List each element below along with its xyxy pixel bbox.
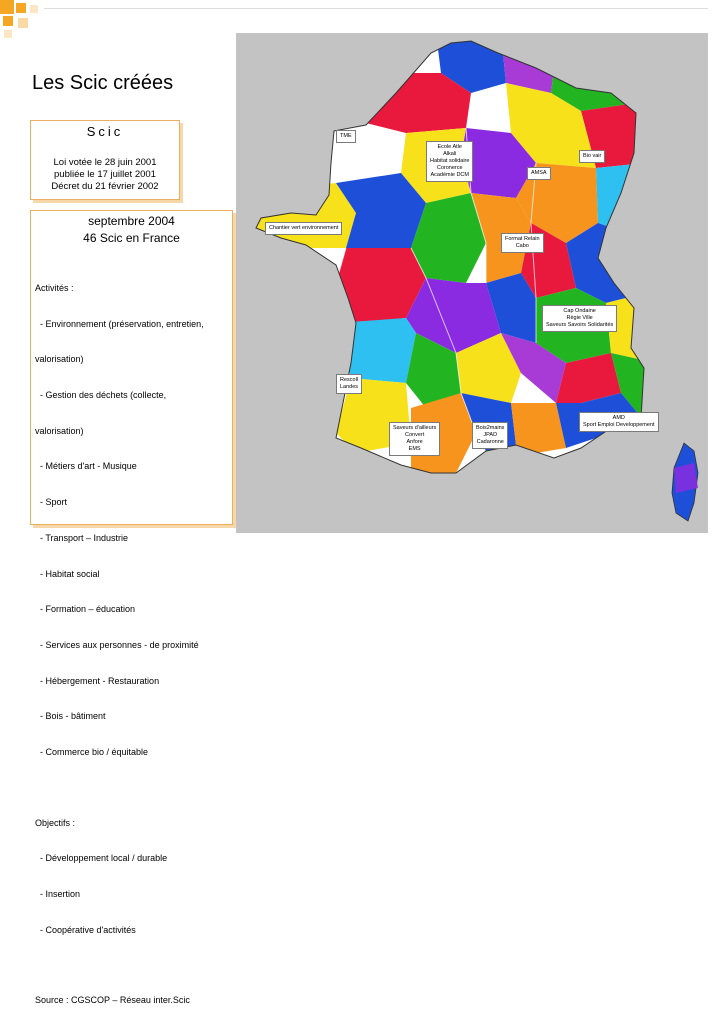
label-line: Cabo	[515, 243, 529, 249]
map-label-amsa	[527, 167, 551, 180]
label-line: Anfore	[406, 439, 423, 445]
label-line: JPAD	[483, 432, 498, 438]
label-line: Convert	[404, 432, 425, 438]
activity-line: valorisation)	[35, 425, 84, 436]
count-date: septembre 2004	[88, 214, 175, 228]
corner-square-faint	[18, 18, 28, 28]
map-label-amd	[579, 412, 659, 432]
france-map	[236, 33, 708, 533]
corner-square-small	[3, 16, 13, 26]
corner-square-large	[0, 0, 14, 14]
label-line: Chantier vert environnement	[269, 225, 339, 231]
label-line: Coronerce	[436, 165, 463, 171]
count-total: 46 Scic en France	[83, 231, 180, 245]
map-label-format-relain	[501, 233, 544, 253]
corner-square-faint	[30, 5, 38, 13]
label-line: TME	[340, 133, 352, 139]
scic-heading: Scic	[86, 124, 124, 139]
label-line: Habitat solidaire	[430, 158, 470, 164]
label-line: Cadaronne	[476, 439, 504, 445]
label-line: Académie DCM	[430, 172, 469, 178]
activity-line: - Transport – Industrie	[35, 532, 129, 543]
activity-line: - Habitat social	[35, 568, 100, 579]
label-line: Sport Emploi Developpement	[583, 422, 655, 428]
activity-line: - Bois - bâtiment	[35, 711, 106, 722]
map-label-bois2mains	[472, 422, 508, 449]
label-line: Rescoll	[340, 377, 359, 383]
law-line: publiée le 17 juillet 2001	[54, 169, 156, 180]
label-line: Landes	[340, 384, 359, 390]
activity-line: - Commerce bio / équitable	[35, 747, 149, 758]
label-line: AMD	[612, 415, 625, 421]
activity-line: - Hébergement - Restauration	[35, 675, 160, 686]
label-line: Ecole Atle	[437, 144, 462, 150]
objective-line: - Insertion	[35, 889, 81, 900]
map-label-saveurs-ailleurs	[389, 422, 440, 456]
label-line: Bois2mains	[476, 425, 505, 431]
corner-square-small	[16, 3, 26, 13]
label-line: Saveurs Savoirs Solidarités	[546, 322, 614, 328]
law-line: Décret du 21 février 2002	[51, 181, 159, 192]
label-line: Cap Ondaine	[563, 308, 596, 314]
label-line: EMS	[408, 446, 421, 452]
activity-line: - Sport	[35, 497, 68, 508]
page-title: Les Scic créées	[32, 72, 174, 94]
scic-law-text	[31, 157, 179, 193]
activity-line: - Environnement (préservation, entretien,	[35, 318, 204, 329]
corsica-region	[674, 463, 698, 493]
map-label-rescoll	[336, 374, 362, 394]
corner-square-faint	[4, 30, 12, 38]
label-line: Alkali	[443, 151, 457, 157]
objective-line: - Développement local / durable	[35, 853, 168, 864]
activity-line: Activités :	[35, 282, 74, 293]
map-label-chantier-vert	[265, 222, 342, 235]
activity-line: - Services aux personnes - de proximité	[35, 640, 199, 650]
title-rule	[44, 8, 708, 9]
objective-line: Objectifs :	[35, 817, 76, 828]
activity-line: - Gestion des déchets (collecte,	[35, 389, 167, 400]
region	[236, 183, 356, 248]
map-label-tme	[336, 130, 356, 143]
label-line: Format Relain	[505, 236, 540, 242]
law-line: Loi votée le 28 juin 2001	[53, 157, 157, 168]
label-line: Saveurs d'ailleurs	[393, 425, 437, 431]
activities-list	[35, 259, 232, 1031]
map-label-ecole-atle	[426, 141, 473, 182]
activity-line: - Métiers d'art - Musique	[35, 461, 137, 472]
label-line: Règie Ville	[566, 315, 593, 321]
label-line: Bio vair	[583, 153, 602, 159]
scic-box	[30, 120, 180, 200]
france-regions-svg	[236, 33, 708, 533]
source-line: Source : CGSCOP – Réseau inter.Scic	[35, 995, 190, 1006]
label-line: AMSA	[531, 170, 547, 176]
map-label-cap-ondaine	[542, 305, 617, 332]
count-box	[30, 210, 233, 1006]
activity-line: - Formation – éducation	[35, 604, 136, 615]
objective-line: - Coopérative d'activités	[35, 924, 136, 935]
map-label-bio-vair	[579, 150, 605, 163]
activity-line: valorisation)	[35, 354, 84, 365]
regions-group	[236, 33, 708, 533]
